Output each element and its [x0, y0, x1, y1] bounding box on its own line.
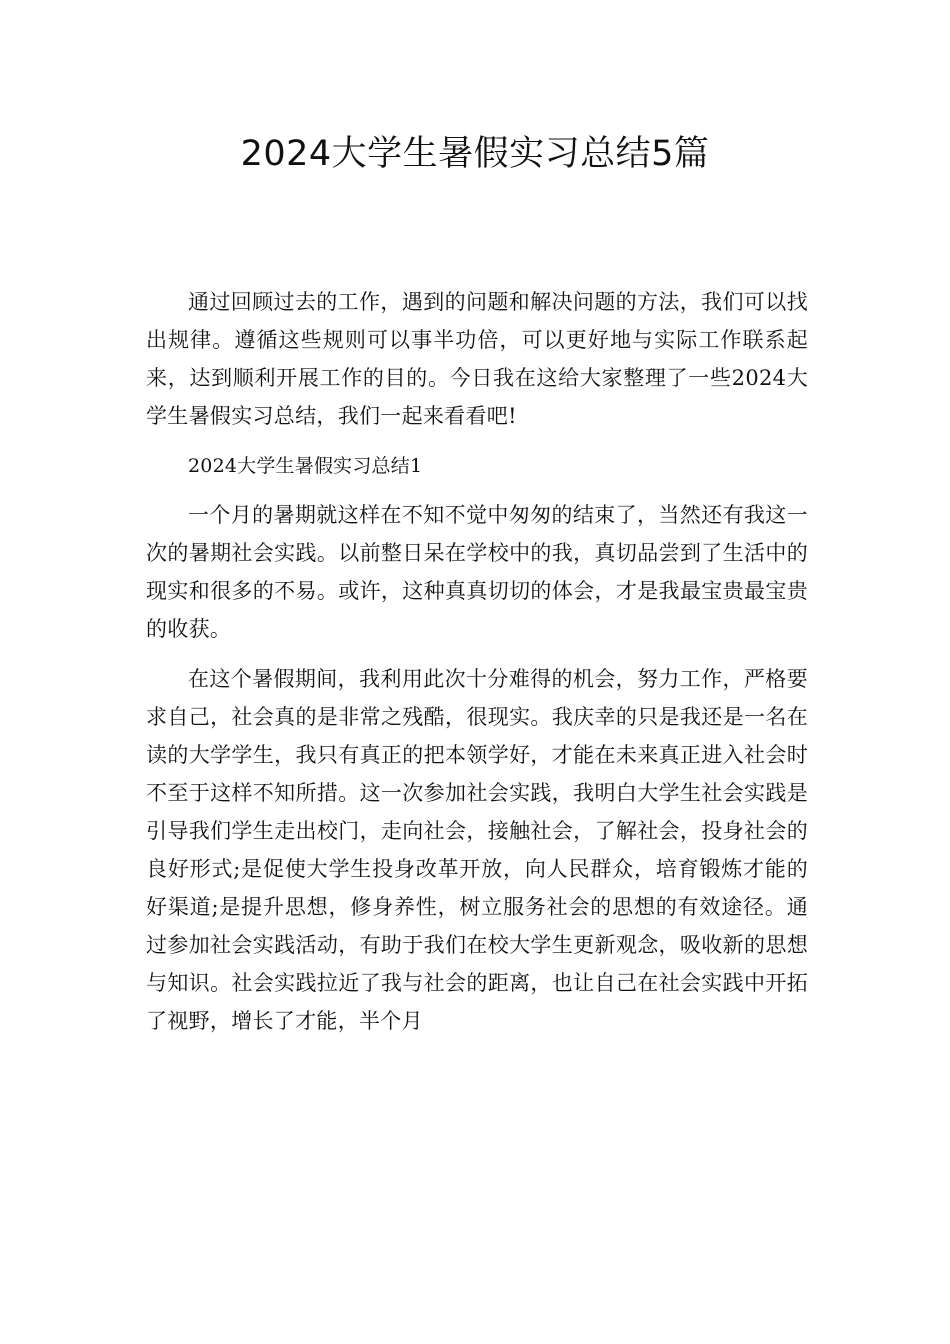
body-paragraph: 一个月的暑期就这样在不知不觉中匆匆的结束了，当然还有我这一次的暑期社会实践。以前整日呆在学校中的我，真切品尝到了生活中的现实和很多的不易。或许，这种真真切切的体会，才是我最宝贵最宝贵的收获。	[146, 503, 808, 641]
intro-paragraph: 通过回顾过去的工作，遇到的问题和解决问题的方法，我们可以找出规律。遵循这些规则可以事半功倍，可以更好地与实际工作联系起来，达到顺利开展工作的目的。今日我在这给大家整理了一些2024大学生暑假实习总结，我们一起来看看吧!	[146, 290, 808, 428]
section-heading: 2024大学生暑假实习总结1	[188, 454, 423, 477]
body-paragraph: 在这个暑假期间，我利用此次十分难得的机会，努力工作，严格要求自己，社会真的是非常之残酷，很现实。我庆幸的只是我还是一名在读的大学学生，我只有真正的把本领学好，才能在未来真正进入社会时不至于这样不知所措。这一次参加社会实践，我明白大学生社会实践是引导我们学生走出校门，走向社会，接触社会，了解社会，投身社会的良好形式;是促使大学生投身改革开放，向人民群众，培育锻炼才能的好渠道;是提升思想，修身养性，树立服务社会的思想的有效途径。通过参加社会实践活动，有助于我们在校大学生更新观念，吸收新的思想与知识。社会实践拉近了我与社会的距离，也让自己在社会实践中开拓了视野，增长了才能，半个月	[146, 666, 808, 1033]
document-title: 2024大学生暑假实习总结5篇	[240, 134, 710, 174]
document-body	[146, 283, 808, 1051]
